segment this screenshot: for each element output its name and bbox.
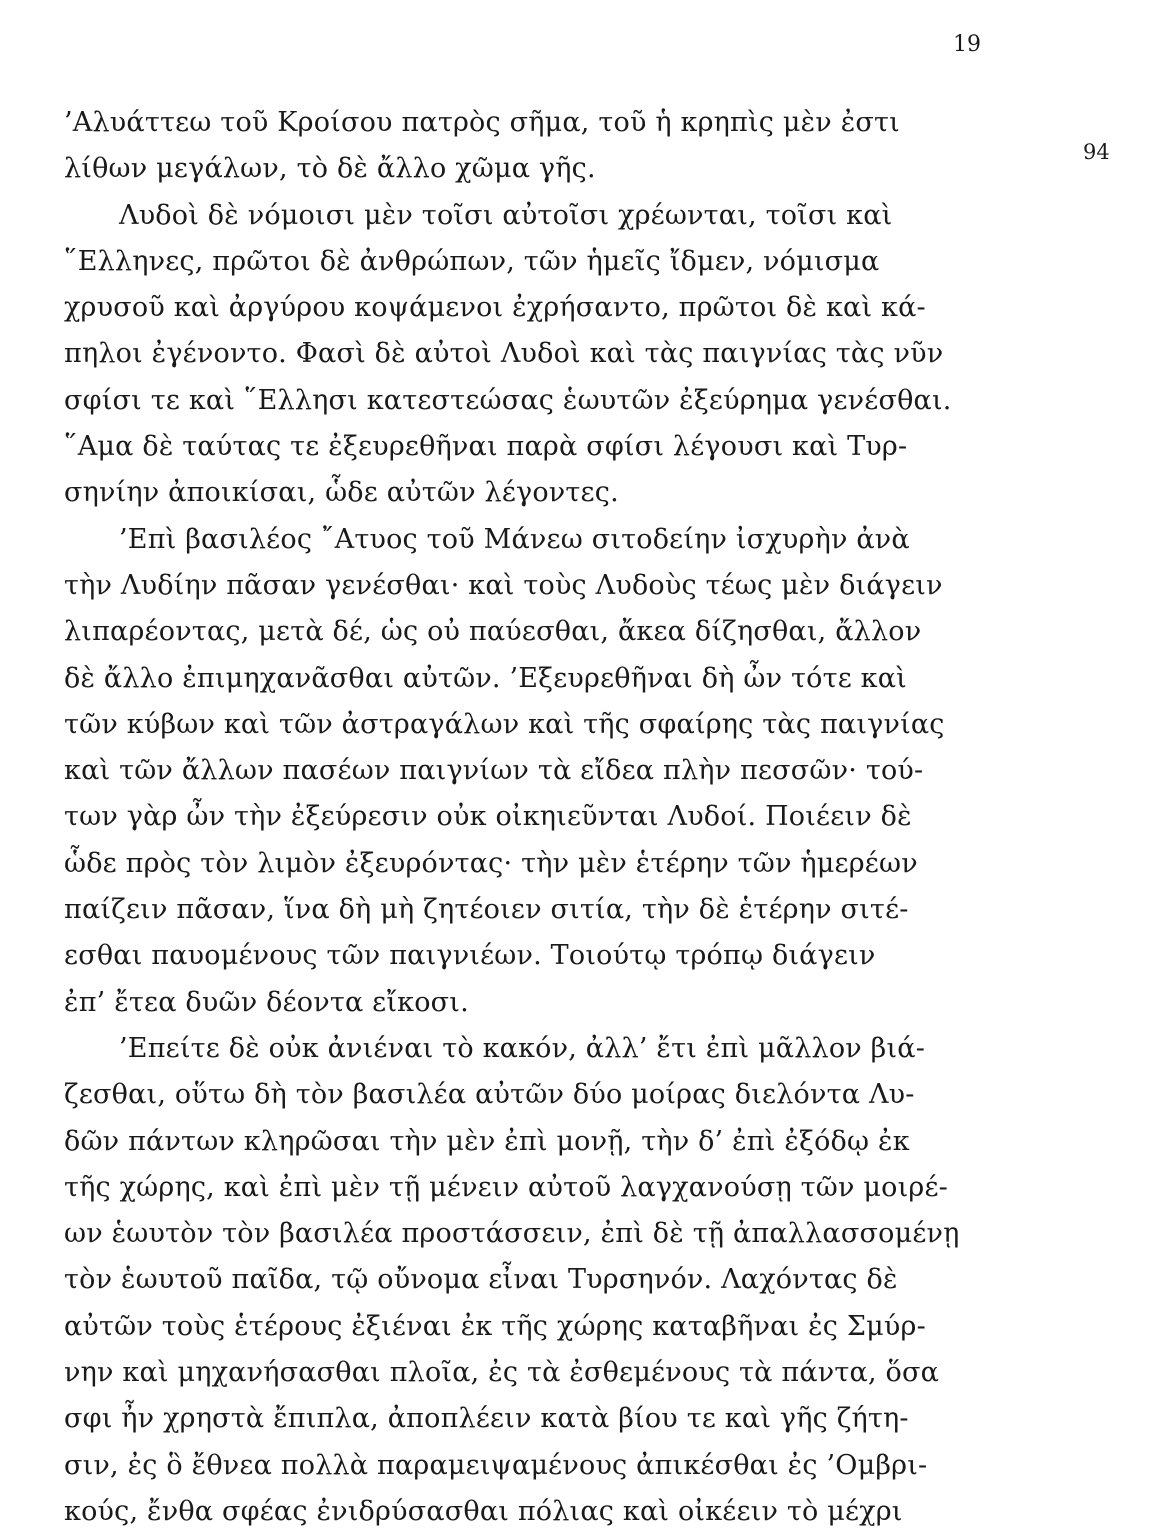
- text-line: τὸν ἑωυτοῦ παῖδα, τῷ οὔνομα εἶναι Τυρσηνόν. Λαχόντας δὲ: [64, 1264, 898, 1296]
- text-line: Λυδοὶ δὲ νόμοισι μὲν τοῖσι αὐτοῖσι χρέωνται, τοῖσι καὶ: [119, 199, 893, 231]
- text-line: σφίσι τε καὶ ῞Ελλησι κατεστεώσας ἑωυτῶν ἐξεύρημα γενέσθαι.: [64, 384, 952, 416]
- text-line: ζεσθαι, οὕτω δὴ τὸν βασιλέα αὐτῶν δύο μοίρας διελόντα Λυ-: [64, 1079, 915, 1111]
- text-line: ’Επὶ βασιλέος ῎Ατυος τοῦ Μάνεω σιτοδείην ἰσχυρὴν ἀνὰ: [119, 523, 910, 555]
- page-number: 19: [953, 32, 981, 57]
- text-line: δῶν πάντων κληρῶσαι τὴν μὲν ἐπὶ μονῇ, τὴν δ’ ἐπὶ ἐξόδῳ ἐκ: [64, 1125, 910, 1157]
- text-line: χρυσοῦ καὶ ἀργύρου κοψάμενοι ἐχρήσαντο, πρῶτοι δὲ καὶ κά-: [64, 292, 926, 324]
- text-line: ῞Ελληνες, πρῶτοι δὲ ἀνθρώπων, τῶν ἡμεῖς ἴδμεν, νόμισμα: [64, 245, 880, 277]
- text-line: λίθων μεγάλων, τὸ δὲ ἄλλο χῶμα γῆς.: [64, 153, 596, 185]
- text-line: τῶν κύβων καὶ τῶν ἀστραγάλων καὶ τῆς σφαίρης τὰς παιγνίας: [64, 708, 945, 740]
- text-line: δὲ ἄλλο ἐπιμηχανᾶσθαι αὐτῶν. ’Εξευρεθῆναι δὴ ὦν τότε καὶ: [64, 662, 907, 694]
- text-line: νην καὶ μηχανήσασθαι πλοῖα, ἐς τὰ ἐσθεμένους τὰ πάντα, ὅσα: [64, 1357, 940, 1389]
- text-line: παίζειν πᾶσαν, ἵνα δὴ μὴ ζητέοιεν σιτία, τὴν δὲ ἑτέρην σιτέ-: [64, 894, 909, 926]
- text-line: τὴν Λυδίην πᾶσαν γενέσθαι· καὶ τοὺς Λυδοὺς τέως μὲν διάγειν: [64, 569, 943, 601]
- text-line: κούς, ἔνθα σφέας ἐνιδρύσασθαι πόλιας καὶ οἰκέειν τὸ μέχρι: [64, 1495, 903, 1527]
- text-line: ἐπ’ ἔτεα δυῶν δέοντα εἴκοσι.: [64, 986, 469, 1018]
- text-line: σφι ἦν χρηστὰ ἔπιπλα, ἀποπλέειν κατὰ βίου τε καὶ γῆς ζήτη-: [64, 1403, 909, 1435]
- text-line: εσθαι παυομένους τῶν παιγνιέων. Τοιούτῳ τρόπῳ διάγειν: [64, 940, 876, 972]
- text-line: λιπαρέοντας, μετὰ δέ, ὡς οὐ παύεσθαι, ἄκεα δίζησθαι, ἄλλον: [64, 616, 922, 648]
- text-line: σιν, ἐς ὃ ἔθνεα πολλὰ παραμειψαμένους ἀπικέσθαι ἐς ’Ομβρι-: [64, 1449, 928, 1481]
- text-line: των γὰρ ὦν τὴν ἐξεύρεσιν οὐκ οἰκηιεῦνται Λυδοί. Ποιέειν δὲ: [64, 801, 912, 833]
- text-line: τῆς χώρης, καὶ ἐπὶ μὲν τῇ μένειν αὐτοῦ λαγχανούσῃ τῶν μοιρέ-: [64, 1171, 948, 1203]
- text-line: ’Επείτε δὲ οὐκ ἀνιέναι τὸ κακόν, ἀλλ’ ἔτι ἐπὶ μᾶλλον βιά-: [119, 1032, 926, 1064]
- text-line: σηνίην ἀποικίσαι, ὧδε αὐτῶν λέγοντες.: [64, 477, 619, 509]
- text-line: πηλοι ἐγένοντο. Φασὶ δὲ αὐτοὶ Λυδοὶ καὶ τὰς παιγνίας τὰς νῦν: [64, 338, 944, 370]
- text-line: ὧδε πρὸς τὸν λιμὸν ἐξευρόντας· τὴν μὲν ἑτέρην τῶν ἡμερέων: [64, 847, 918, 879]
- text-line: ’Αλυάττεω τοῦ Κροίσου πατρὸς σῆμα, τοῦ ἡ κρηπὶς μὲν ἐστι: [64, 107, 900, 138]
- text-line: ων ἑωυτὸν τὸν βασιλέα προστάσσειν, ἐπὶ δὲ τῇ ἀπαλλασσομένῃ: [64, 1218, 960, 1250]
- greek-text-body: [64, 100, 989, 1535]
- margin-section-number: 94: [1083, 140, 1110, 164]
- text-line: αὐτῶν τοὺς ἑτέρους ἐξιέναι ἐκ τῆς χώρης καταβῆναι ἐς Σμύρ-: [64, 1310, 926, 1342]
- text-line: καὶ τῶν ἄλλων πασέων παιγνίων τὰ εἴδεα πλὴν πεσσῶν· τού-: [64, 755, 924, 787]
- text-line: ῞Αμα δὲ ταύτας τε ἐξευρεθῆναι παρὰ σφίσι λέγουσι καὶ Τυρ-: [64, 431, 908, 463]
